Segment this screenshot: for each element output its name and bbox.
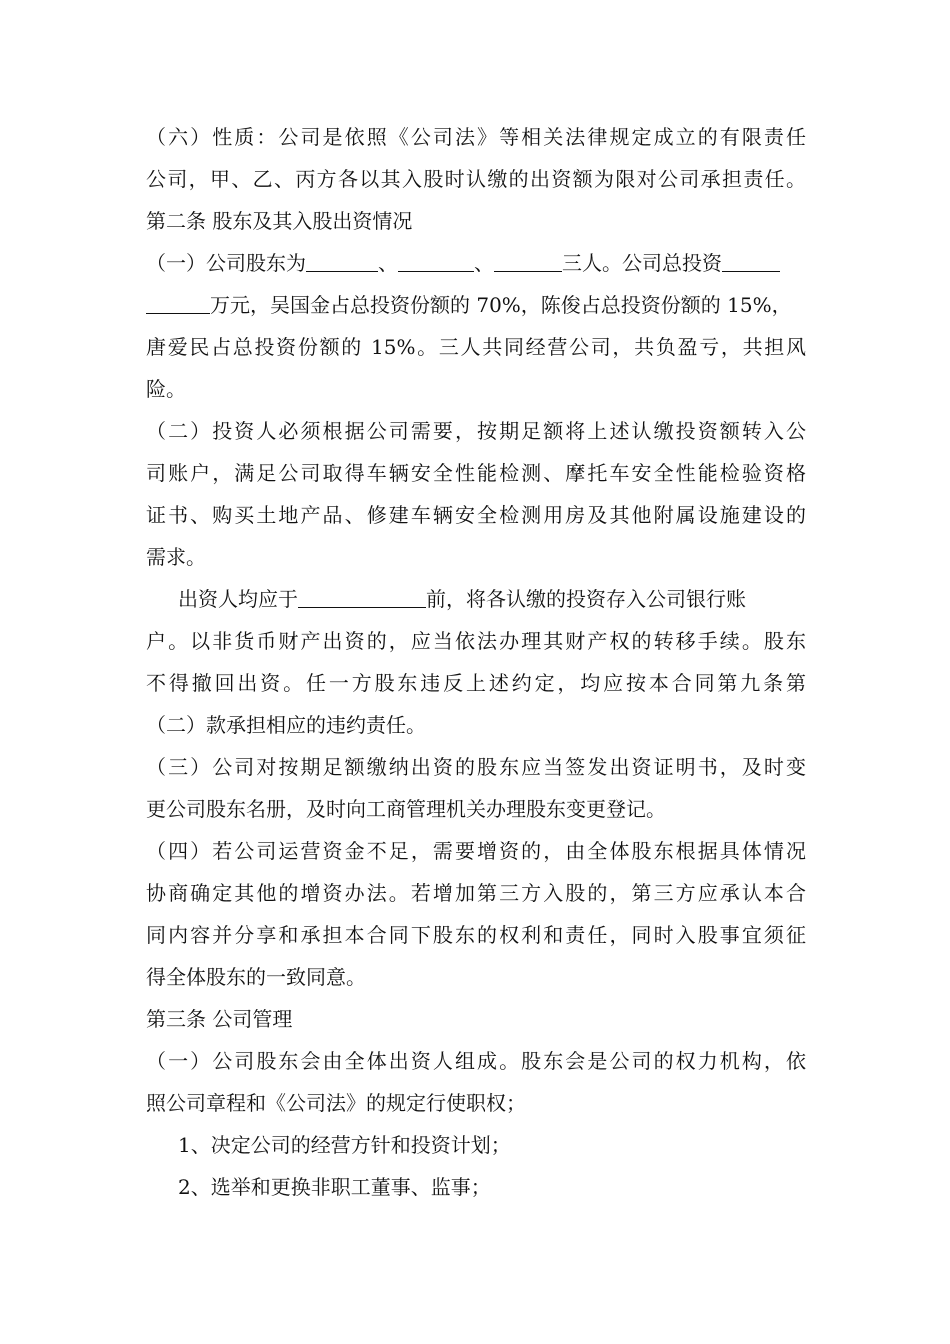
text-fragment: 万元，吴国金占总投资份额的 70%，陈俊占总投资份额的 15%， <box>210 293 792 317</box>
para-deadline-line2: 户。以非货币财产出资的，应当依法办理其财产权的转移手续。股东 <box>146 629 806 653</box>
blank-shareholder-2 <box>398 245 474 272</box>
para-shareholders-line1 <box>146 243 806 283</box>
blank-shareholder-3 <box>494 245 562 272</box>
blank-shareholder-1 <box>306 245 378 272</box>
para-investment-line2: 司账户，满足公司取得车辆安全性能检测、摩托车安全性能检验资格 <box>146 461 806 485</box>
para-deadline-line4: （二）款承担相应的违约责任。 <box>146 713 426 737</box>
list-item-2: 2、选举和更换非职工董事、监事； <box>178 1175 491 1199</box>
para-board-line1: （一）公司股东会由全体出资人组成。股东会是公司的权力机构，依 <box>146 1049 806 1073</box>
list-item-1: 1、决定公司的经营方针和投资计划； <box>178 1133 511 1157</box>
para-deadline-line1 <box>178 579 806 619</box>
para-nature-line2: 公司，甲、乙、丙方各以其入股时认缴的出资额为限对公司承担责任。 <box>146 167 806 191</box>
para-capital-line1: （四）若公司运营资金不足，需要增资的，由全体股东根据具体情况 <box>146 839 806 863</box>
para-shareholders-line2 <box>146 285 806 325</box>
text-fragment: 三人。公司总投资 <box>562 251 722 275</box>
text-fragment: （一）公司股东为 <box>146 251 306 275</box>
para-board-line2: 照公司章程和《公司法》的规定行使职权； <box>146 1091 526 1115</box>
para-capital-line3: 同内容并分享和承担本合同下股东的权利和责任，同时入股事宜须征 <box>146 923 806 947</box>
para-certificate-line2: 更公司股东名册，及时向工商管理机关办理股东变更登记。 <box>146 797 666 821</box>
para-capital-line4: 得全体股东的一致同意。 <box>146 965 366 989</box>
blank-total-investment <box>722 245 780 272</box>
para-certificate-line1: （三）公司对按期足额缴纳出资的股东应当签发出资证明书，及时变 <box>146 755 806 779</box>
para-capital-line2: 协商确定其他的增资办法。若增加第三方入股的，第三方应承认本合 <box>146 881 806 905</box>
para-nature-line1: （六）性质：公司是依照《公司法》等相关法律规定成立的有限责任 <box>146 125 806 149</box>
para-shareholders-line3: 唐爱民占总投资份额的 15%。三人共同经营公司，共负盈亏，共担风 <box>146 335 806 359</box>
para-shareholders-line4: 险。 <box>146 377 186 401</box>
text-fragment: 出资人均应于 <box>178 587 298 611</box>
section-heading-2: 第二条 股东及其入股出资情况 <box>146 209 413 233</box>
para-deadline-line3: 不得撤回出资。任一方股东违反上述约定，均应按本合同第九条第 <box>146 671 806 695</box>
para-investment-line3: 证书、购买土地产品、修建车辆安全检测用房及其他附属设施建设的 <box>146 503 806 527</box>
text-fragment: 、 <box>474 251 494 275</box>
blank-total-investment-cont <box>146 287 210 314</box>
blank-deadline-date <box>298 581 426 608</box>
para-investment-line4: 需求。 <box>146 545 206 569</box>
text-fragment: 、 <box>378 251 398 275</box>
section-heading-3: 第三条 公司管理 <box>146 1007 293 1031</box>
para-investment-line1: （二）投资人必须根据公司需要，按期足额将上述认缴投资额转入公 <box>146 419 806 443</box>
text-fragment: 前，将各认缴的投资存入公司银行账 <box>426 587 746 611</box>
